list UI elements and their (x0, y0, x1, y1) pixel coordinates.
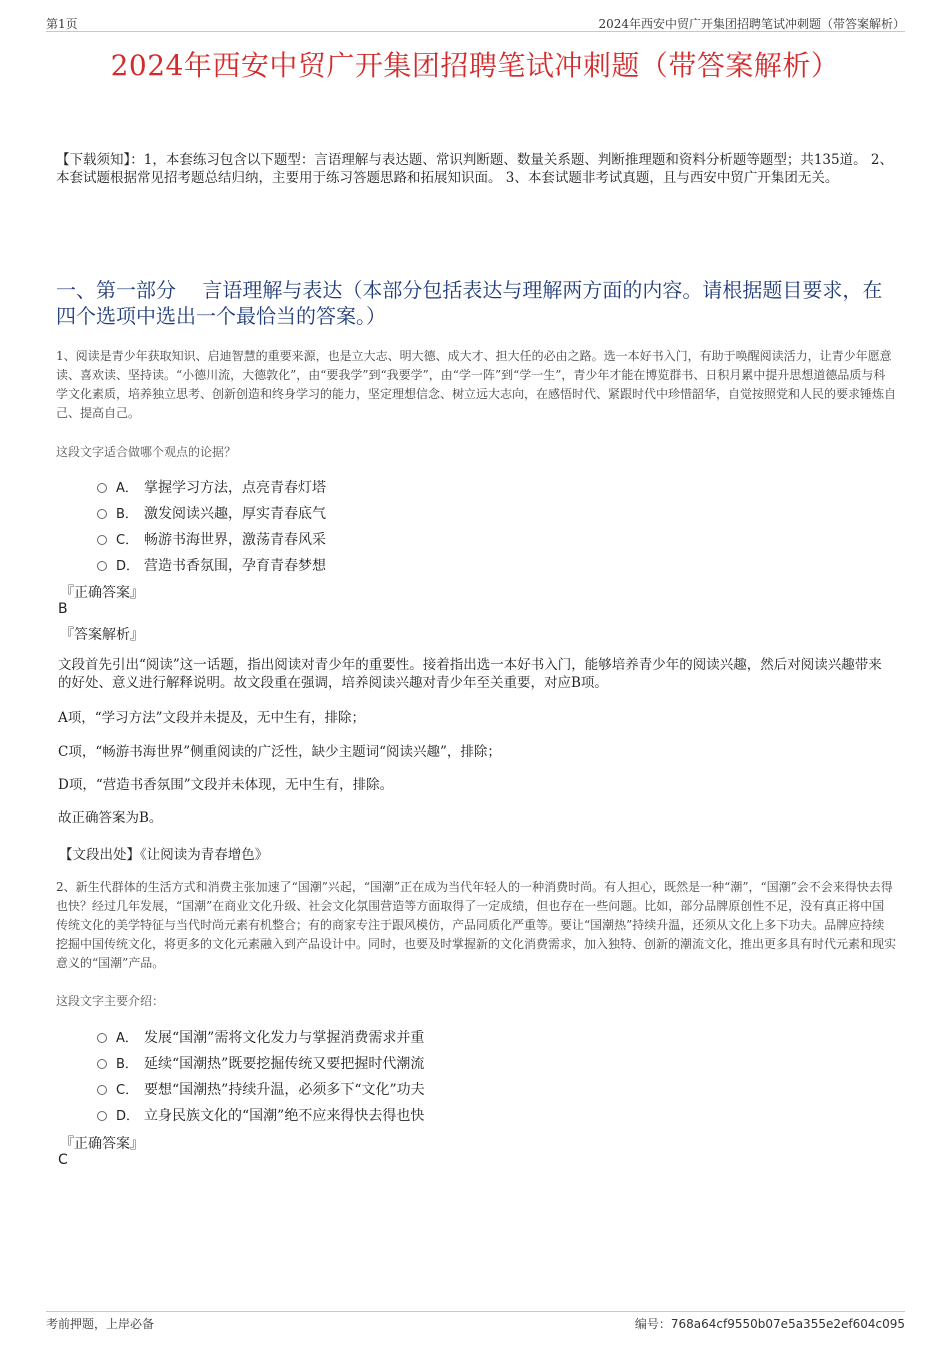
question-2-answer: C (58, 1152, 68, 1168)
radio-icon[interactable] (97, 483, 107, 493)
question-2-option-b[interactable]: B． 延续“国潮热”既要挖掘传统又要把握时代潮流 (97, 1053, 424, 1073)
footer-slogan: 考前押题，上岸必备 (46, 1317, 155, 1331)
radio-icon[interactable] (97, 1059, 107, 1069)
radio-icon[interactable] (97, 1111, 107, 1121)
question-1-passage: 1、阅读是青少年获取知识、启迪智慧的重要来源，也是立大志、明大德、成大才、担大任的必由之路。选一本好书入门，有助于唤醒阅读活力，让青少年愿意读、喜欢读、坚持读。“小德川流，大德敦化”，由“要我学”到“我要学”，由“学一阵”到“学一生”，青少年才能在博览群书、日积月累中提升思想道德品质与科学文化素质，培养独立思考、创新创造和终身学习的能力，坚定理想信念、树立远大志向，在感悟时代、紧跟时代中珍惜韶华，自觉按照党和人民的要求锤炼自己、提高自己。 (56, 349, 897, 420)
radio-icon[interactable] (97, 1085, 107, 1095)
question-1-option-c[interactable]: C． 畅游书海世界，激荡青春风采 (97, 529, 326, 549)
question-2-option-c[interactable]: C． 要想“国潮热”持续升温，必须多下“文化”功夫 (97, 1079, 425, 1099)
question-1-analysis-main: 文段首先引出“阅读”这一话题，指出阅读对青少年的重要性。接着指出选一本好书入门，能够培养青少年的阅读兴趣，然后对阅读兴趣带来的好处、意义进行解释说明。故文段重在强调，培养阅读兴趣对青少年至关重要，对应B项。 (58, 657, 882, 691)
question-2-prompt: 这段文字主要介绍： (56, 994, 165, 1008)
question-2-option-d[interactable]: D． 立身民族文化的“国潮”绝不应来得快去得也快 (97, 1105, 424, 1125)
question-1-option-b[interactable]: B． 激发阅读兴趣，厚实青春底气 (97, 503, 326, 523)
footer-code: 编号：768a64cf9550b07e5a355e2ef604c095 (634, 1317, 905, 1331)
download-notice: 【下载须知】：1，本套练习包含以下题型：言语理解与表达题、常识判断题、数量关系题、判断推理题和资料分析题等题型；共135道。 2、本套试题根据常见招考题总结归纳，主要用于练习答题思路和拓展知识面。 3、本套试题非考试真题，且与西安中贸广开集团无关。 (56, 152, 893, 186)
question-1-analysis-c: C项，“畅游书海世界”侧重阅读的广泛性，缺少主题词“阅读兴趣”，排除； (58, 744, 501, 760)
question-1-analysis-label: 『答案解析』 (60, 627, 144, 643)
radio-icon[interactable] (97, 509, 107, 519)
question-2-passage: 2、新生代群体的生活方式和消费主张加速了“国潮”兴起，“国潮”正在成为当代年轻人的一种消费时尚。有人担心，既然是一种“潮”，“国潮”会不会来得快去得也快？经过几年发展，“国潮”在商业文化升级、社会文化氛围营造等方面取得了一定成绩，但也存在一些问题。比如，部分品牌原创性不足，没有真正将中国传统文化的美学特征与当代时尚元素有机整合；有的商家专注于跟风模仿，产品同质化严重等。要让“国潮热”持续升温，还须从文化上多下功夫。品牌应持续挖掘中国传统文化，将更多的文化元素融入到产品设计中。同时，也要及时掌握新的文化消费需求，加入独特、创新的潮流文化，推出更多具有时代元素和现实意义的“国潮”产品。 (56, 880, 897, 970)
page-footer (46, 1311, 905, 1332)
question-2-answer-label: 『正确答案』 (60, 1136, 144, 1152)
page-header (46, 13, 905, 32)
radio-icon[interactable] (97, 535, 107, 545)
question-1-answer-label: 『正确答案』 (60, 585, 144, 601)
question-1-analysis-d: D项，“营造书香氛围”文段并未体现，无中生有，排除。 (58, 777, 394, 793)
question-1-option-a[interactable]: A． 掌握学习方法，点亮青春灯塔 (97, 477, 326, 497)
question-1-analysis-a: A项，“学习方法”文段并未提及，无中生有，排除； (58, 710, 366, 726)
question-1-analysis-conclusion: 故正确答案为B。 (58, 810, 163, 826)
radio-icon[interactable] (97, 1033, 107, 1043)
page-number: 第1页 (46, 17, 78, 31)
question-2-option-a[interactable]: A． 发展“国潮”需将文化发力与掌握消费需求并重 (97, 1027, 424, 1047)
question-1-option-d[interactable]: D． 营造书香氛围，孕育青春梦想 (97, 555, 326, 575)
radio-icon[interactable] (97, 561, 107, 571)
document-title: 2024年西安中贸广开集团招聘笔试冲刺题（带答案解析） (110, 49, 840, 82)
question-1-prompt: 这段文字适合做哪个观点的论据？ (56, 445, 237, 459)
question-1-source: 【文段出处】《让阅读为青春增色》 (59, 847, 269, 863)
header-doc-title: 2024年西安中贸广开集团招聘笔试冲刺题（带答案解析） (598, 17, 905, 31)
section-heading: 一、第一部分 言语理解与表达（本部分包括表达与理解两方面的内容。请根据题目要求，在四个选项中选出一个最恰当的答案。） (56, 278, 883, 328)
question-1-answer: B (58, 601, 68, 617)
